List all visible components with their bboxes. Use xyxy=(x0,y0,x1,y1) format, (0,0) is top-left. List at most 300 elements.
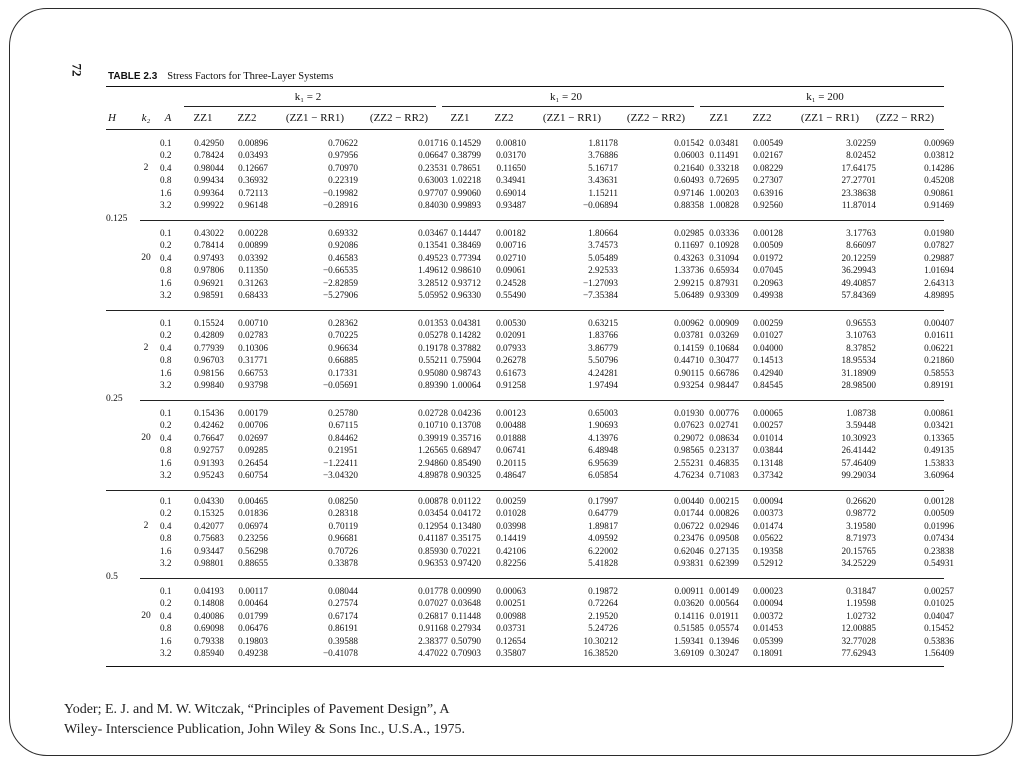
table-cell: 16.38520 xyxy=(583,648,618,658)
k1-label-200: k₁ = 200 xyxy=(806,91,844,103)
table-cell: 0.91393 xyxy=(194,457,224,468)
table-cell: 0.27307 xyxy=(753,175,783,186)
table-cell: 0.30477 xyxy=(709,355,739,366)
table-cell: 0.91258 xyxy=(496,380,526,390)
table-cell: 0.48647 xyxy=(496,470,526,480)
table-cell: 0.02985 xyxy=(674,228,704,238)
table-cell: 0.96703 xyxy=(194,355,224,366)
k2-value-label: 20 xyxy=(141,252,151,263)
table-cell: 0.00373 xyxy=(753,508,783,519)
table-cell: 3.74573 xyxy=(588,240,618,251)
table-cell: 0.63215 xyxy=(588,318,618,328)
table-cell: 0.55211 xyxy=(418,355,448,366)
table-cell: 0.72113 xyxy=(238,187,268,198)
table-cell: 0.00530 xyxy=(496,318,526,328)
column-header: ZZ2 xyxy=(752,112,772,124)
table-cell: 0.04047 xyxy=(924,610,954,621)
table-cell: 0.00549 xyxy=(753,138,783,148)
table-cell: 0.31094 xyxy=(709,252,739,263)
table-cell: 0.08250 xyxy=(328,496,358,506)
a-value: 0.1 xyxy=(160,586,172,596)
table-cell: 57.46409 xyxy=(841,457,876,468)
table-cell: 0.35807 xyxy=(496,648,526,658)
table-cell: 0.28362 xyxy=(328,318,358,328)
table-cell: 1.01694 xyxy=(924,265,954,276)
table-cell: 0.10306 xyxy=(238,342,268,353)
table-cell: 0.60754 xyxy=(238,470,268,480)
table-cell: 0.01353 xyxy=(418,318,448,328)
header-bottom-rule xyxy=(106,129,944,130)
table-cell: 0.61673 xyxy=(496,367,526,378)
table-label: TABLE 2.3 xyxy=(108,71,158,82)
table-cell: 2.94860 xyxy=(418,457,448,468)
table-cell: 0.15524 xyxy=(194,318,224,328)
table-cell: 0.15436 xyxy=(194,408,224,418)
table-cell: 26.41442 xyxy=(841,445,876,456)
table-cell: 0.01930 xyxy=(674,408,704,418)
column-header: (ZZ2 − RR2) xyxy=(626,112,686,124)
table-cell: 2.19520 xyxy=(588,610,618,621)
table-cell: 0.03467 xyxy=(418,228,448,238)
table-cell: 0.13708 xyxy=(451,420,481,431)
table-cell: 3.59448 xyxy=(846,420,876,431)
a-value: 0.1 xyxy=(160,318,172,328)
table-cell: 0.72264 xyxy=(588,598,618,609)
table-cell: 0.09061 xyxy=(496,265,526,276)
table-cell: 0.15325 xyxy=(194,508,224,519)
table-cell: 6.05854 xyxy=(588,470,618,480)
table-cell: 0.54931 xyxy=(924,558,954,568)
table-cell: 0.14116 xyxy=(674,610,704,621)
table-cell: 0.91469 xyxy=(924,200,954,210)
table-cell: 0.91168 xyxy=(418,623,448,634)
table-cell: 0.07045 xyxy=(753,265,783,276)
table-cell: 0.08634 xyxy=(709,432,739,443)
table-cell: 0.10684 xyxy=(709,342,739,353)
table-cell: 0.60493 xyxy=(674,175,704,186)
table-cell: −0.66535 xyxy=(322,265,358,276)
table-cell: 0.00117 xyxy=(238,586,268,596)
table-cell: 1.53833 xyxy=(924,457,954,468)
column-header: ZZ1 xyxy=(709,112,729,124)
table-cell: 1.00203 xyxy=(709,187,739,198)
table-cell: 0.14529 xyxy=(451,138,481,148)
table-cell: 0.12954 xyxy=(418,520,448,531)
table-cell: 0.04330 xyxy=(194,496,224,506)
citation-line-1: Yoder; E. J. and M. W. Witczak, “Principles of Pavement Design”, A xyxy=(64,702,450,717)
table-cell: 0.62046 xyxy=(674,545,704,556)
table-cell: 0.99840 xyxy=(194,380,224,390)
a-value: 0.4 xyxy=(160,342,172,353)
table-cell: 0.02091 xyxy=(496,330,526,341)
table-cell: 0.11491 xyxy=(709,150,739,161)
table-cell: 0.26620 xyxy=(846,496,876,506)
table-cell: 0.97806 xyxy=(194,265,224,276)
table-cell: 0.02946 xyxy=(709,520,739,531)
header-A: A xyxy=(164,112,172,124)
table-cell: 0.00509 xyxy=(753,240,783,251)
table-cell: 0.69098 xyxy=(194,623,224,634)
table-cell: 0.99060 xyxy=(451,187,481,198)
table-cell: 0.00465 xyxy=(238,496,268,506)
table-cell: 0.88358 xyxy=(674,200,704,210)
table-cell: 0.98610 xyxy=(451,265,481,276)
table-cell: 23.38638 xyxy=(841,187,876,198)
table-cell: 0.92560 xyxy=(753,200,783,210)
table-cell: 0.35175 xyxy=(451,533,481,544)
table-cell: 0.14159 xyxy=(674,342,704,353)
table-cell: 18.95534 xyxy=(841,355,876,366)
table-cell: 0.58553 xyxy=(924,367,954,378)
table-cell: 0.04381 xyxy=(451,318,481,328)
a-value: 0.1 xyxy=(160,228,172,238)
table-cell: 0.03620 xyxy=(674,598,704,609)
table-cell: 0.03336 xyxy=(709,228,739,238)
table-cell: 3.69109 xyxy=(674,648,704,658)
table-cell: 0.02728 xyxy=(418,408,448,418)
table-cell: 0.29072 xyxy=(674,432,704,443)
table-cell: 0.51585 xyxy=(674,623,704,634)
table-cell: 0.72695 xyxy=(709,175,739,186)
table-cell: 2.55231 xyxy=(674,457,704,468)
table-cell: 0.70225 xyxy=(328,330,358,341)
table-cell: 11.87014 xyxy=(841,200,876,210)
table-cell: 0.69014 xyxy=(496,187,526,198)
table-cell: 0.86191 xyxy=(328,623,358,634)
table-cell: 0.93447 xyxy=(194,545,224,556)
a-value: 3.2 xyxy=(160,200,172,210)
table-cell: 0.63916 xyxy=(753,187,783,198)
table-title: Stress Factors for Three-Layer Systems xyxy=(167,71,334,82)
table-cell: 0.03493 xyxy=(238,150,268,161)
table-cell: 0.85490 xyxy=(451,457,481,468)
table-cell: 0.27574 xyxy=(328,598,358,609)
table-cell: 0.00878 xyxy=(418,496,448,506)
table-cell: 0.31847 xyxy=(846,586,876,596)
block-separator xyxy=(140,400,944,401)
table-cell: 0.68433 xyxy=(238,290,268,300)
table-cell: 0.70622 xyxy=(328,138,358,148)
table-cell: 8.71973 xyxy=(846,533,876,544)
table-cell: 0.98447 xyxy=(709,380,739,390)
table-cell: 0.98565 xyxy=(674,445,704,456)
table-cell: 0.98801 xyxy=(194,558,224,568)
table-cell: 0.67174 xyxy=(328,610,358,621)
table-cell: 0.02167 xyxy=(753,150,783,161)
k2-value-label: 2 xyxy=(143,162,149,173)
table-cell: 0.00407 xyxy=(924,318,954,328)
k1-label-20: k₁ = 20 xyxy=(549,91,583,103)
table-cell: 0.01888 xyxy=(496,432,526,443)
table-cell: 0.01027 xyxy=(753,330,783,341)
table-cell: 0.27934 xyxy=(451,623,481,634)
column-header: ZZ1 xyxy=(193,112,213,124)
table-cell: 0.49238 xyxy=(238,648,268,658)
h-value-label: 0.125 xyxy=(106,214,128,224)
table-cell: 0.78414 xyxy=(194,240,224,251)
table-cell: 0.77939 xyxy=(194,342,224,353)
table-cell: 0.04172 xyxy=(451,508,481,519)
table-cell: 0.53836 xyxy=(924,635,954,646)
table-cell: 0.26278 xyxy=(496,355,526,366)
table-cell: 0.00063 xyxy=(496,586,526,596)
a-value: 1.6 xyxy=(160,277,172,288)
table-cell: 3.76886 xyxy=(588,150,618,161)
table-cell: 0.05622 xyxy=(753,533,783,544)
table-cell: 0.98743 xyxy=(451,367,481,378)
a-value: 0.8 xyxy=(160,265,172,276)
table-cell: 0.20115 xyxy=(496,457,526,468)
table-cell: 0.62399 xyxy=(709,558,739,568)
table-cell: 0.01542 xyxy=(674,138,704,148)
table-cell: 0.70903 xyxy=(451,648,481,658)
table-cell: 0.00259 xyxy=(496,496,526,506)
table-cell: 77.62943 xyxy=(841,648,876,658)
table-cell: 0.84545 xyxy=(753,380,783,390)
table-cell: 0.95243 xyxy=(194,470,224,480)
table-cell: 0.03454 xyxy=(418,508,448,519)
table-cell: 3.10763 xyxy=(846,330,876,341)
table-cell: 0.03781 xyxy=(674,330,704,341)
table-cell: 5.24726 xyxy=(588,623,618,634)
table-bottom-rule xyxy=(106,666,944,667)
table-cell: 0.49523 xyxy=(418,252,448,263)
table-cell: 0.14513 xyxy=(753,355,783,366)
table-cell: 31.18909 xyxy=(841,367,876,378)
table-cell: 5.05489 xyxy=(588,252,618,263)
table-cell: 0.00023 xyxy=(753,586,783,596)
table-cell: 8.02452 xyxy=(846,150,876,161)
table-cell: 0.03392 xyxy=(238,252,268,263)
table-cell: 0.42809 xyxy=(194,330,224,341)
table-cell: 0.11697 xyxy=(674,240,704,251)
table-cell: 0.06003 xyxy=(674,150,704,161)
table-cell: 0.26454 xyxy=(238,457,268,468)
table-cell: 0.00564 xyxy=(709,598,739,609)
table-cell: −3.04320 xyxy=(322,470,358,480)
table-cell: 0.00710 xyxy=(238,318,268,328)
table-cell: 0.37342 xyxy=(753,470,783,480)
table-cell: 0.09508 xyxy=(709,533,739,544)
table-cell: 8.66097 xyxy=(846,240,876,251)
a-value: 3.2 xyxy=(160,380,172,390)
table-cell: 0.04236 xyxy=(451,408,481,418)
table-cell: 3.17763 xyxy=(846,228,876,238)
a-value: 0.2 xyxy=(160,150,172,161)
table-cell: 0.90325 xyxy=(451,470,481,480)
table-cell: 0.90115 xyxy=(674,367,704,378)
table-caption xyxy=(108,71,333,82)
table-cell: 28.98500 xyxy=(841,380,876,390)
a-value: 1.6 xyxy=(160,545,172,556)
table-cell: 0.97146 xyxy=(674,187,704,198)
table-cell: 0.00826 xyxy=(709,508,739,519)
table-cell: 0.06974 xyxy=(238,520,268,531)
a-value: 0.4 xyxy=(160,432,172,443)
table-cell: 0.00962 xyxy=(674,318,704,328)
table-cell: 0.44710 xyxy=(674,355,704,366)
table-cell: 0.88655 xyxy=(238,558,268,568)
table-cell: 0.01799 xyxy=(238,610,268,621)
table-cell: 0.70970 xyxy=(328,162,358,173)
table-cell: −1.22411 xyxy=(323,457,358,468)
table-cell: 0.49938 xyxy=(753,290,783,300)
table-cell: 0.33878 xyxy=(328,558,358,568)
table-cell: 0.00706 xyxy=(238,420,268,431)
table-cell: 1.19598 xyxy=(846,598,876,609)
table-cell: 0.01836 xyxy=(238,508,268,519)
table-cell: 0.92086 xyxy=(328,240,358,251)
k2-value-label: 2 xyxy=(143,520,149,531)
table-cell: 0.37882 xyxy=(451,342,481,353)
a-value: 1.6 xyxy=(160,367,172,378)
table-cell: 0.28318 xyxy=(328,508,358,519)
table-cell: 0.42106 xyxy=(496,545,526,556)
table-cell: 20.12259 xyxy=(841,252,876,263)
a-value: 0.4 xyxy=(160,162,172,173)
table-cell: 4.13976 xyxy=(588,432,618,443)
a-value: 0.8 xyxy=(160,445,172,456)
table-cell: 4.24281 xyxy=(588,367,618,378)
table-cell: 0.03269 xyxy=(709,330,739,341)
table-cell: 0.01744 xyxy=(674,508,704,519)
table-cell: −0.19982 xyxy=(322,187,358,198)
table-cell: 17.64175 xyxy=(841,162,876,173)
table-cell: 0.99364 xyxy=(194,187,224,198)
table-cell: 2.64313 xyxy=(924,277,954,288)
table-cell: −0.05691 xyxy=(322,380,358,390)
table-cell: 0.00488 xyxy=(496,420,526,431)
table-cell: 0.85930 xyxy=(418,545,448,556)
a-value: 0.1 xyxy=(160,496,172,506)
table-cell: 0.00909 xyxy=(709,318,739,328)
table-cell: 0.00128 xyxy=(753,228,783,238)
table-cell: 0.39919 xyxy=(418,432,448,443)
table-cell: 0.99922 xyxy=(194,200,224,210)
table-cell: 0.01122 xyxy=(451,496,481,506)
table-cell: 0.00179 xyxy=(238,408,268,418)
column-header: (ZZ2 − RR2) xyxy=(875,112,935,124)
a-value: 0.4 xyxy=(160,610,172,621)
table-cell: −5.27906 xyxy=(322,290,358,300)
table-cell: 0.21951 xyxy=(328,445,358,456)
table-cell: 0.03998 xyxy=(496,520,526,531)
table-cell: 0.01996 xyxy=(924,520,954,531)
table-cell: 1.49612 xyxy=(418,265,448,276)
table-cell: 0.98044 xyxy=(194,162,224,173)
table-cell: 0.21640 xyxy=(674,162,704,173)
group-separator xyxy=(106,490,944,491)
table-cell: 0.12667 xyxy=(238,162,268,173)
column-header: (ZZ2 − RR2) xyxy=(369,112,429,124)
table-cell: 2.99215 xyxy=(674,277,704,288)
table-cell: 0.01611 xyxy=(924,330,954,341)
k1-underline xyxy=(700,106,944,107)
table-cell: 0.87931 xyxy=(709,277,739,288)
column-header: ZZ2 xyxy=(494,112,514,124)
table-cell: 0.97956 xyxy=(328,150,358,161)
table-cell: 0.31263 xyxy=(238,277,268,288)
table-cell: 1.08738 xyxy=(846,408,876,418)
table-cell: 0.14282 xyxy=(451,330,481,341)
table-cell: 0.13946 xyxy=(709,635,739,646)
table-cell: 0.90861 xyxy=(924,187,954,198)
table-cell: 0.85940 xyxy=(194,648,224,658)
table-cell: 1.00828 xyxy=(709,200,739,210)
table-cell: 0.33218 xyxy=(709,162,739,173)
table-cell: 0.00123 xyxy=(496,408,526,418)
table-cell: 3.60964 xyxy=(924,470,954,480)
table-cell: 0.03731 xyxy=(496,623,526,634)
column-header: ZZ2 xyxy=(237,112,257,124)
table-cell: 10.30212 xyxy=(583,635,618,646)
table-cell: 6.95639 xyxy=(588,457,618,468)
table-cell: 1.90693 xyxy=(588,420,618,431)
table-cell: 0.07434 xyxy=(924,533,954,544)
table-cell: 0.42940 xyxy=(753,367,783,378)
table-cell: 0.82256 xyxy=(496,558,526,568)
table-cell: 0.01716 xyxy=(418,138,448,148)
table-cell: 3.02259 xyxy=(846,138,876,148)
table-cell: 4.89878 xyxy=(418,470,448,480)
table-cell: 0.39588 xyxy=(328,635,358,646)
table-cell: 0.01972 xyxy=(753,252,783,263)
table-cell: 0.38799 xyxy=(451,150,481,161)
table-cell: 0.21860 xyxy=(924,355,954,366)
table-cell: 0.99893 xyxy=(451,200,481,210)
table-cell: 0.98591 xyxy=(194,290,224,300)
table-cell: −0.06894 xyxy=(582,200,618,210)
table-cell: 0.06741 xyxy=(496,445,526,456)
table-cell: 4.47022 xyxy=(418,648,448,658)
table-cell: 0.75683 xyxy=(194,533,224,544)
table-cell: 0.68947 xyxy=(451,445,481,456)
table-cell: 0.93712 xyxy=(451,277,481,288)
k2-value-label: 20 xyxy=(141,610,151,621)
table-cell: 0.01014 xyxy=(753,432,783,443)
table-cell: 0.07623 xyxy=(674,420,704,431)
table-cell: 1.00064 xyxy=(451,380,481,390)
table-cell: 0.13541 xyxy=(418,240,448,251)
table-cell: 0.05399 xyxy=(753,635,783,646)
table-cell: 0.06647 xyxy=(418,150,448,161)
table-cell: 0.07827 xyxy=(924,240,954,251)
table-cell: 0.19803 xyxy=(238,635,268,646)
table-cell: 1.15211 xyxy=(588,187,618,198)
table-cell: 5.41828 xyxy=(588,558,618,568)
table-cell: 5.05952 xyxy=(418,290,448,300)
table-cell: 0.96634 xyxy=(328,342,358,353)
a-value: 3.2 xyxy=(160,470,172,480)
a-value: 0.2 xyxy=(160,330,172,341)
table-cell: 0.10710 xyxy=(418,420,448,431)
table-cell: 0.03648 xyxy=(451,598,481,609)
table-cell: 0.00251 xyxy=(496,598,526,609)
table-cell: 0.23137 xyxy=(709,445,739,456)
table-cell: 0.93309 xyxy=(709,290,739,300)
table-cell: 0.78651 xyxy=(451,162,481,173)
table-cell: 0.93487 xyxy=(496,200,526,210)
table-cell: 0.00372 xyxy=(753,610,783,621)
table-cell: 0.14286 xyxy=(924,162,954,173)
k1-label-2: k₁ = 2 xyxy=(294,91,322,103)
table-cell: 5.16717 xyxy=(588,162,618,173)
a-value: 0.1 xyxy=(160,408,172,418)
table-cell: 0.00810 xyxy=(496,138,526,148)
table-cell: 0.05278 xyxy=(418,330,448,341)
a-value: 3.2 xyxy=(160,290,172,300)
table-cell: 0.17331 xyxy=(328,367,358,378)
